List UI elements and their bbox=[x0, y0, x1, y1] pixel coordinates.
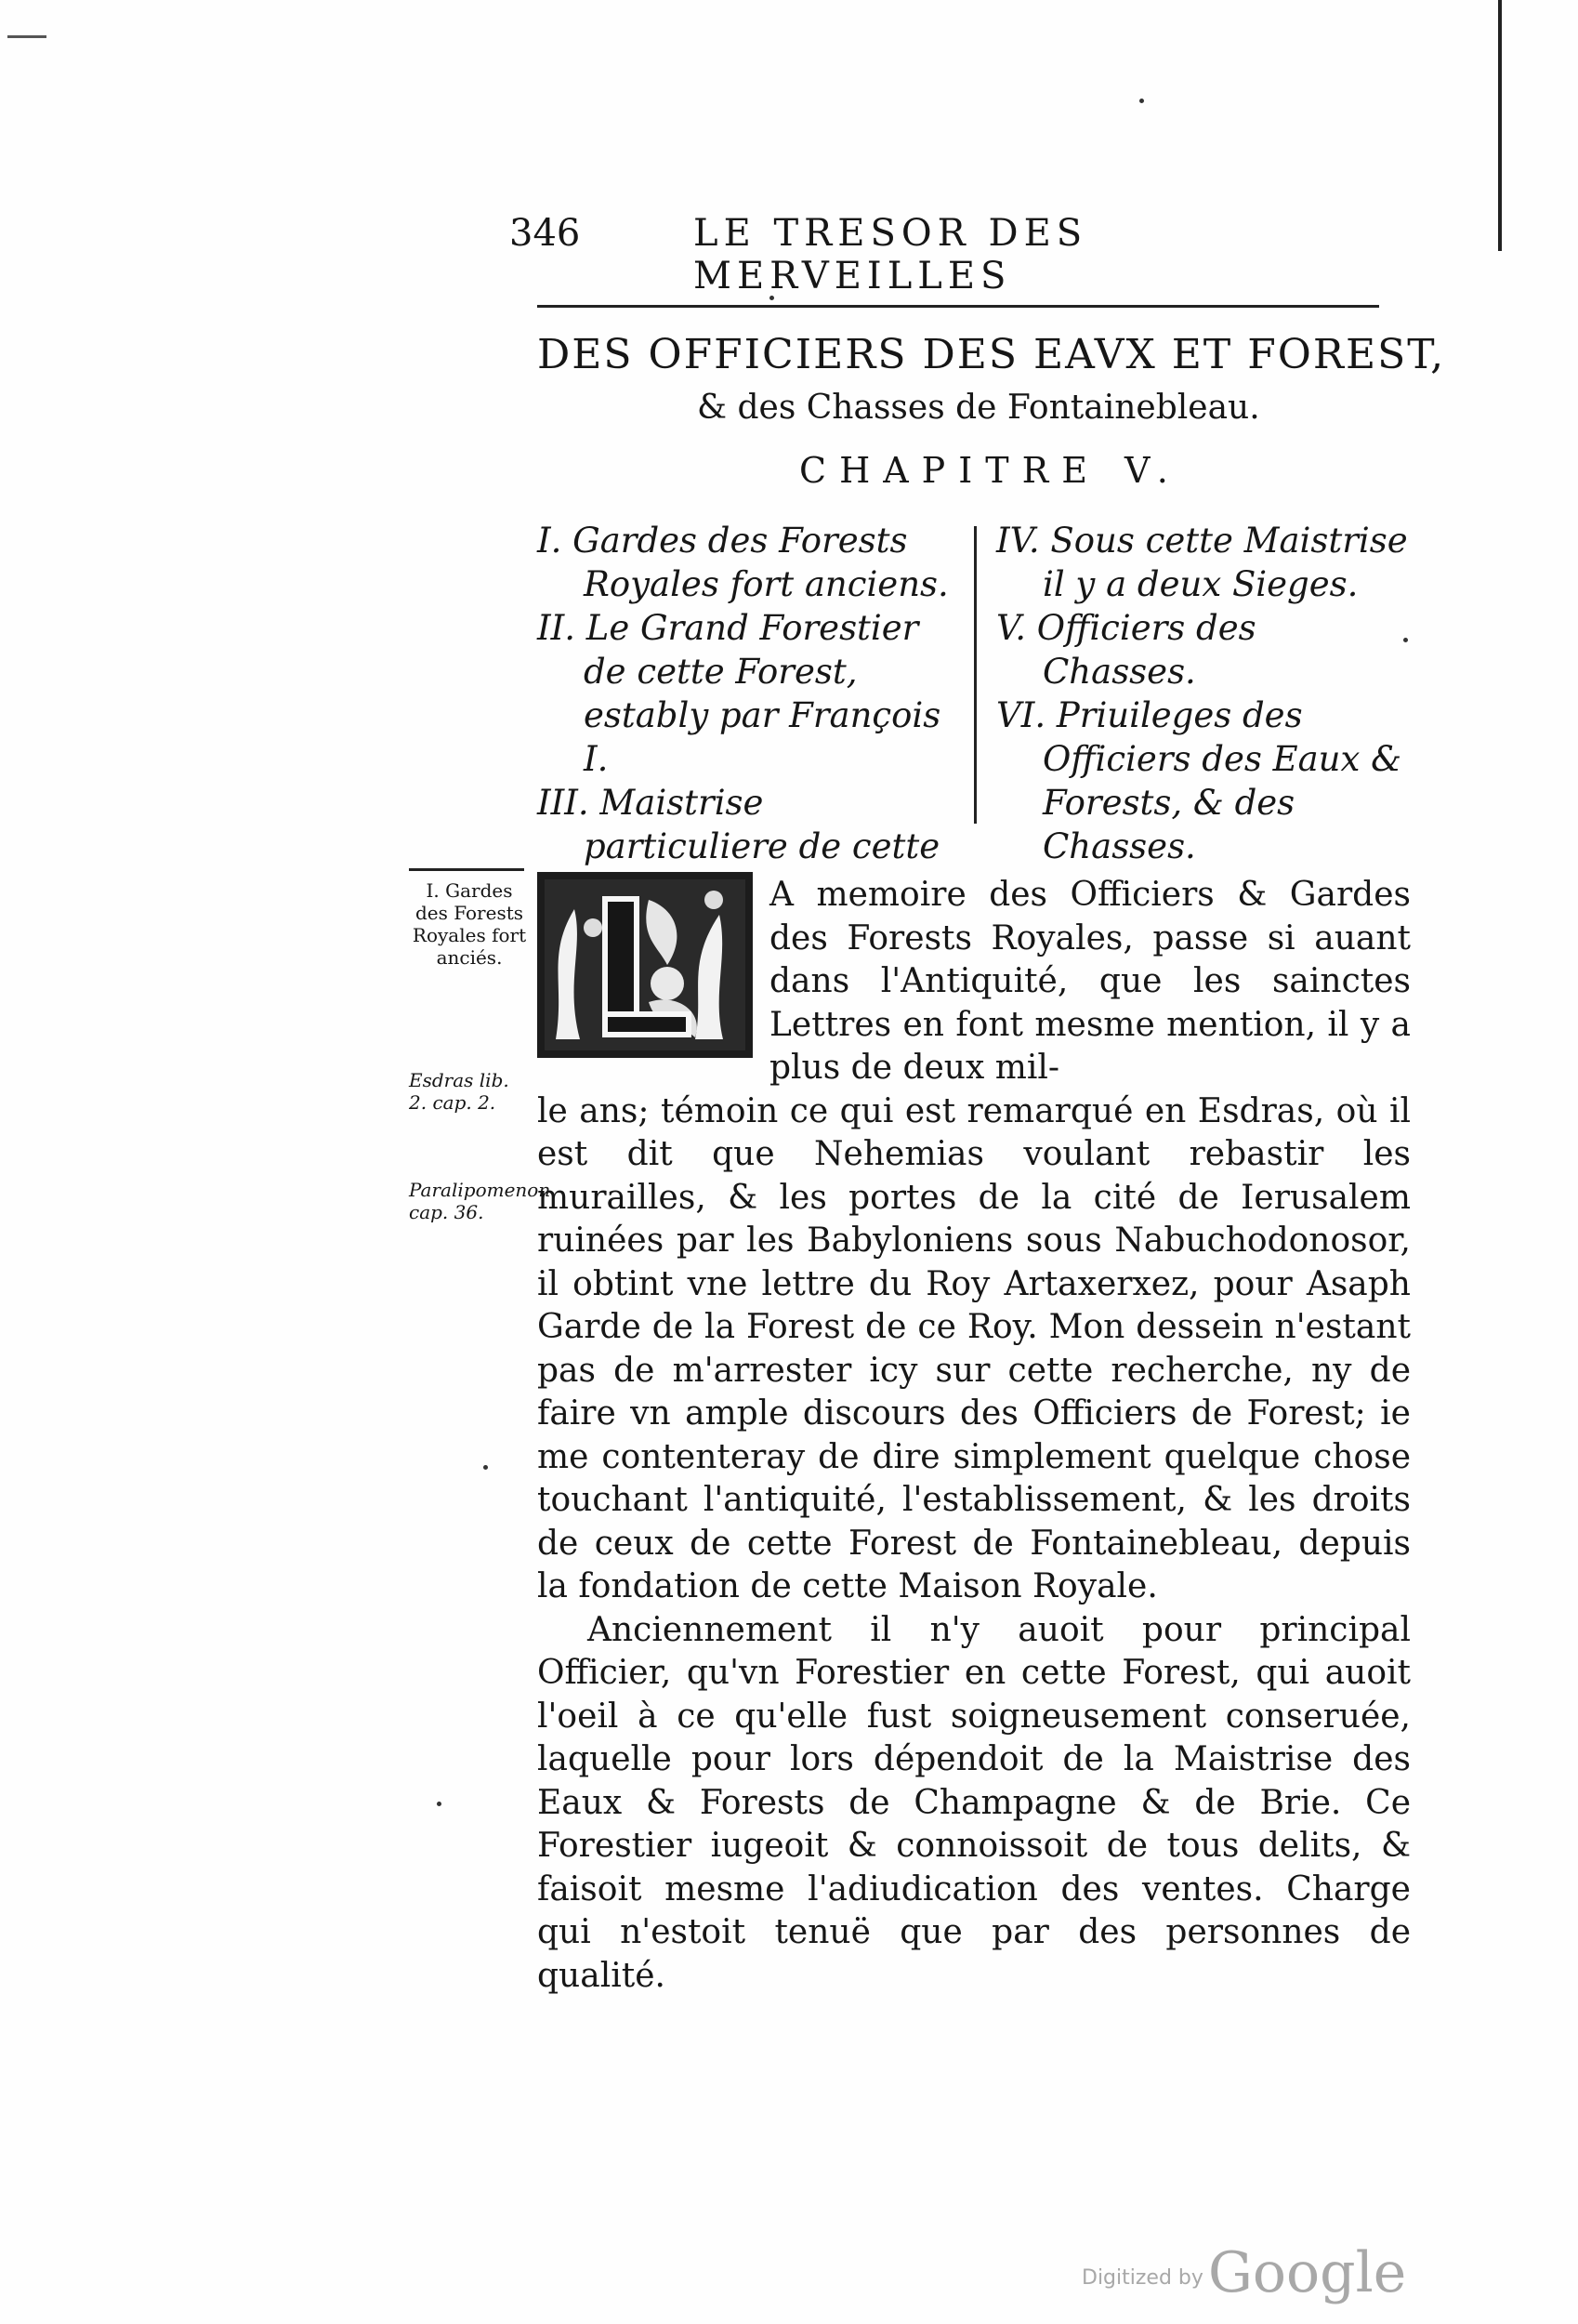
summary-divider bbox=[974, 526, 977, 824]
summary-item: II. Le Grand Forestier de cette Forest, estably par François I. bbox=[537, 608, 941, 779]
margin-rule bbox=[409, 868, 524, 871]
summary-item: VI. Priuileges des Officiers des Eaux & Forests, & des Chasses. bbox=[996, 695, 1402, 866]
running-title: LE TRESOR DES MERVEILLES bbox=[693, 212, 1088, 297]
summary-right-column bbox=[996, 519, 1411, 868]
paragraph-lead: A memoire des Officiers & Gardes des Forests Royales, passe si auant dans l'Antiquité, que les sainctes Lettres en font mesme mention, il y a plus de deux mil- bbox=[769, 876, 1411, 1087]
speck bbox=[483, 1465, 488, 1470]
chapter-summary bbox=[537, 519, 1411, 866]
scan-mark bbox=[7, 35, 46, 38]
google-logo: Google bbox=[1208, 2240, 1407, 2305]
summary-item: IV. Sous cette Maistrise il y a deux Sieges. bbox=[996, 521, 1408, 604]
body-text bbox=[537, 874, 1411, 1998]
speck bbox=[437, 1802, 441, 1806]
summary-item: V. Officiers des Chasses. bbox=[996, 608, 1256, 692]
paragraph-rest: le ans; témoin ce qui est remarqué en Esdras, où il est dit que Nehemias voulant rebastir les murailles, & les portes de la cité de Ierusalem ruinées par les Babyloniens sous Nabuchodonosor, il obtint vne lettre du Roy Artaxerxez, pour Asaph Garde de la Forest de ce Roy. Mon dessein n'estant pas de m'arrester icy sur cette recherche, ny de faire vn ample discours des Officiers de Forest; ie me contenteray de dire simplement quelque chose touchant l'antiquité, l'establissement, & les droits de ceux de cette Forest de Fontainebleau, depuis la fondation de cette Maison Royale. bbox=[537, 1091, 1411, 1605]
margin-note: Esdras lib. 2. cap. 2. bbox=[409, 1069, 509, 1114]
summary-left-column bbox=[537, 519, 967, 912]
chapter-heading: CHAPITRE V. bbox=[799, 450, 1181, 491]
margin-note: Paralipomenon cap. 36. bbox=[409, 1179, 551, 1223]
header-rule bbox=[537, 305, 1379, 308]
running-head bbox=[509, 212, 1401, 297]
paragraph: Anciennement il n'y auoit pour principal Officier, qu'vn Forestier en cette Forest, qui auoit l'oeil à ce qu'elle fust soigneusement conseruée, laquelle pour lors dépendoit de la Maistrise des Eaux & Forests de Champagne & de Brie. Ce Forestier iugeoit & connoissoit de tous delits, & faisoit mesme l'adiudication des ventes. Charge qui n'estoit tenuë que par des personnes de qualité. bbox=[537, 1610, 1411, 1995]
page-number: 346 bbox=[509, 212, 581, 255]
chapter-subtitle: & des Chasses de Fontainebleau. bbox=[697, 389, 1260, 427]
scan-edge bbox=[1498, 0, 1502, 251]
digitized-watermark bbox=[1082, 2240, 1406, 2305]
speck bbox=[1139, 99, 1144, 103]
margin-note: I. Gardes des Forests Royales fort anciés. bbox=[412, 879, 527, 969]
summary-item: I. Gardes des Forests Royales fort anciens. bbox=[537, 521, 949, 604]
chapter-title: DES OFFICIERS DES EAVX ET FOREST, bbox=[537, 331, 1446, 378]
summary-item: III. Maistrise particuliere de cette bbox=[537, 783, 940, 866]
paragraph bbox=[537, 874, 1411, 1609]
watermark-prefix: Digitized by bbox=[1082, 2266, 1203, 2290]
